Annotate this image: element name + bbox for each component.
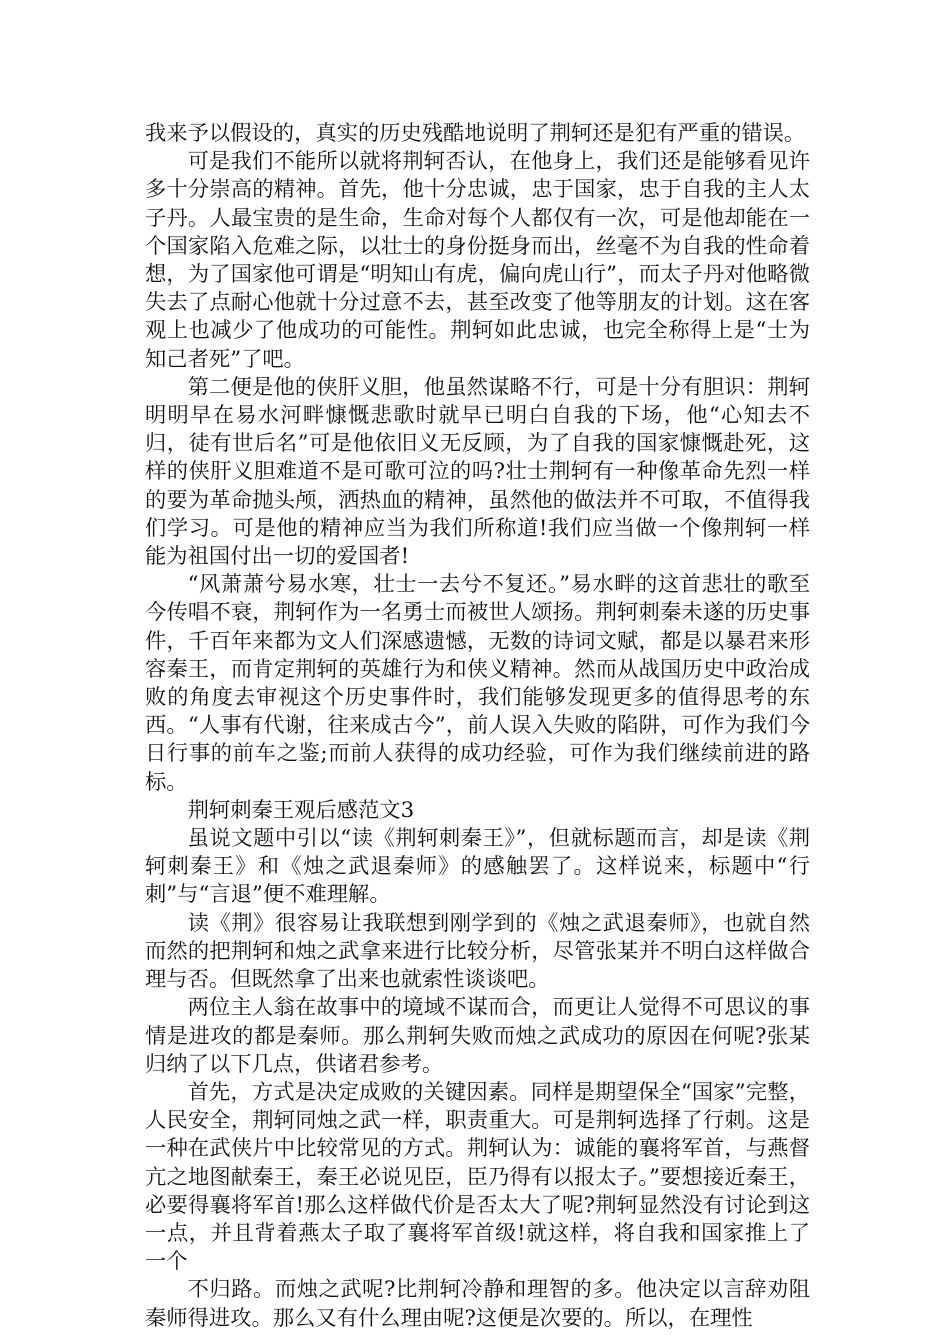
section-heading: 荆轲刺秦王观后感范文3 xyxy=(187,797,415,823)
paragraph-7: 两位主人翁在故事中的境域不谋而合，而更让人觉得不可思议的事情是进攻的都是秦师。那么荆轲失败而烛之武成功的原因在何呢?张某归纳了以下几点，供诸君参考。 xyxy=(145,995,810,1077)
paragraph-9: 不归路。而烛之武呢?比荆轲冷静和理智的多。他决定以言辞劝阻秦师得进攻。那么又有什么理由呢?这便是次要的。所以，在理性 xyxy=(145,1277,810,1331)
paragraph-5: 虽说文题中引以“读《荆轲刺秦王》”，但就标题而言，却是读《荆轲刺秦王》和《烛之武退秦师》的感触罢了。这样说来，标题中“行刺”与“言退”便不难理解。 xyxy=(145,826,810,908)
paragraph-8: 首先，方式是决定成败的关键因素。同样是期望保全“国家”完整，人民安全，荆轲同烛之武一样，职责重大。可是荆轲选择了行刺。这是一种在武侠片中比较常见的方式。荆轲认为：诚能的襄将军首，与燕督亢之地图献秦王，秦王必说见臣，臣乃得有以报太子。”要想接近秦王，必要得襄将军首!那么这样做代价是否太大了呢?荆轲显然没有讨论到这一点，并且背着燕太子取了襄将军首级!就这样，将自我和国家推上了一个 xyxy=(145,1079,810,1275)
paragraph-2: 可是我们不能所以就将荆轲否认，在他身上，我们还是能够看见许多十分崇高的精神。首先，他十分忠诚，忠于国家，忠于自我的主人太子丹。人最宝贵的是生命，生命对每个人都仅有一次，可是他却能在一个国家陷入危难之际，以壮士的身份挺身而出，丝毫不为自我的性命着想，为了国家他可谓是“明知山有虎，偏向虎山行”，而太子丹对他略微失去了点耐心他就十分过意不去，甚至改变了他等朋友的计划。这在客观上也减少了他成功的可能性。荆轲如此忠诚，也完全称得上是“士为知己者死”了吧。 xyxy=(145,149,810,372)
paragraph-6: 读《荆》很容易让我联想到刚学到的《烛之武退秦师》，也就自然而然的把荆轲和烛之武拿来进行比较分析，尽管张某并不明白这样做合理与否。但既然拿了出来也就索性谈谈吧。 xyxy=(145,910,810,993)
paragraph-4: “风萧萧兮易水寒，壮士一去兮不复还。”易水畔的这首悲壮的歌至今传唱不衰，荆轲作为一名勇士而被世人颂扬。荆轲刺秦未遂的历史事件，千百年来都为文人们深感遗憾，无数的诗词文赋，都是以暴君来形容秦王，而肯定荆轲的英雄行为和侠义精神。然而从战国历史中政治成败的角度去审视这个历史事件时，我们能够发现更多的值得思考的东西。“人事有代谢，往来成古今”，前人误入失败的陷阱，可作为我们今日行事的前车之鉴;而前人获得的成功经验，可作为我们继续前进的路标。 xyxy=(145,572,810,795)
paragraph-1: 我来予以假设的，真实的历史残酷地说明了荆轲还是犯有严重的错误。 xyxy=(145,121,806,146)
paragraph-3: 第二便是他的侠肝义胆，他虽然谋略不行，可是十分有胆识：荆轲明明早在易水河畔慷慨悲歌时就早已明白自我的下场，他“心知去不归，徒有世后名”可是他依旧义无反顾，为了自我的国家慷慨赴死，这样的侠肝义胆难道不是可歌可泣的吗?壮士荆轲有一种像革命先烈一样的要为革命抛头颅，洒热血的精神，虽然他的做法并不可取，不值得我们学习。可是他的精神应当为我们所称道!我们应当做一个像荆轲一样能为祖国付出一切的爱国者! xyxy=(145,374,810,570)
document-page xyxy=(145,120,810,1333)
